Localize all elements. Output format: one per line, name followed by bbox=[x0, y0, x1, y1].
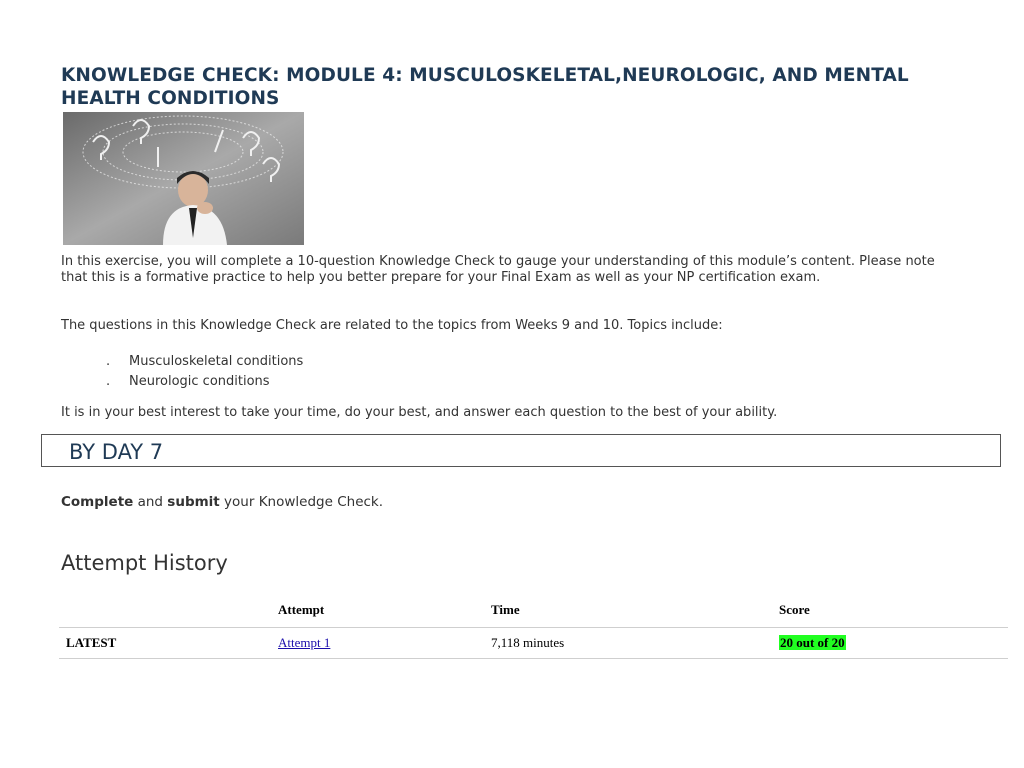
instruction-and: and bbox=[133, 494, 168, 510]
column-header-attempt: Attempt bbox=[278, 592, 491, 628]
attempt-link[interactable]: Attempt 1 bbox=[278, 635, 331, 650]
bullet: . bbox=[106, 354, 111, 369]
score-badge: 20 out of 20 bbox=[780, 635, 845, 650]
attempt-time: 7,118 minutes bbox=[491, 628, 779, 659]
deadline-label: BY DAY 7 bbox=[69, 440, 164, 464]
topics-lead: The questions in this Knowledge Check are related to the topics from Weeks 9 and 10. Topics include: bbox=[61, 318, 723, 333]
attempt-cell bbox=[278, 628, 491, 659]
table-header-row bbox=[59, 592, 1008, 628]
topic-list bbox=[106, 352, 303, 392]
table-row bbox=[59, 628, 1008, 659]
score-cell bbox=[779, 628, 1008, 659]
intro-paragraph: In this exercise, you will complete a 10-question Knowledge Check to gauge your understanding of this module’s content. Please note that this is a formative practice to help you better prepare for your Final Exam as well as your NP certification exam. bbox=[61, 254, 935, 285]
instruction-text bbox=[61, 494, 383, 510]
list-item bbox=[106, 372, 303, 392]
column-header-status bbox=[59, 592, 278, 628]
hero-illustration bbox=[63, 112, 304, 245]
column-header-time: Time bbox=[491, 592, 779, 628]
hero-image-thinking-man bbox=[63, 112, 304, 245]
attempt-history-title: Attempt History bbox=[61, 551, 228, 575]
attempt-history-table bbox=[59, 592, 1008, 659]
topic-neurologic: Neurologic conditions bbox=[129, 374, 270, 389]
topic-musculoskeletal: Musculoskeletal conditions bbox=[129, 354, 304, 369]
attempt-status: LATEST bbox=[59, 628, 278, 659]
column-header-score: Score bbox=[779, 592, 1008, 628]
deadline-banner bbox=[41, 434, 1001, 467]
bullet: . bbox=[106, 374, 111, 389]
instruction-submit: submit bbox=[167, 494, 220, 510]
page-title: KNOWLEDGE CHECK: MODULE 4: MUSCULOSKELETAL,NEUROLOGIC, AND MENTAL HEALTH CONDITIONS bbox=[61, 65, 909, 109]
instruction-rest: your Knowledge Check. bbox=[219, 494, 384, 510]
closing-paragraph: It is in your best interest to take your time, do your best, and answer each question to the best of your ability. bbox=[61, 405, 778, 420]
list-item bbox=[106, 352, 303, 372]
instruction-complete: Complete bbox=[61, 494, 134, 510]
